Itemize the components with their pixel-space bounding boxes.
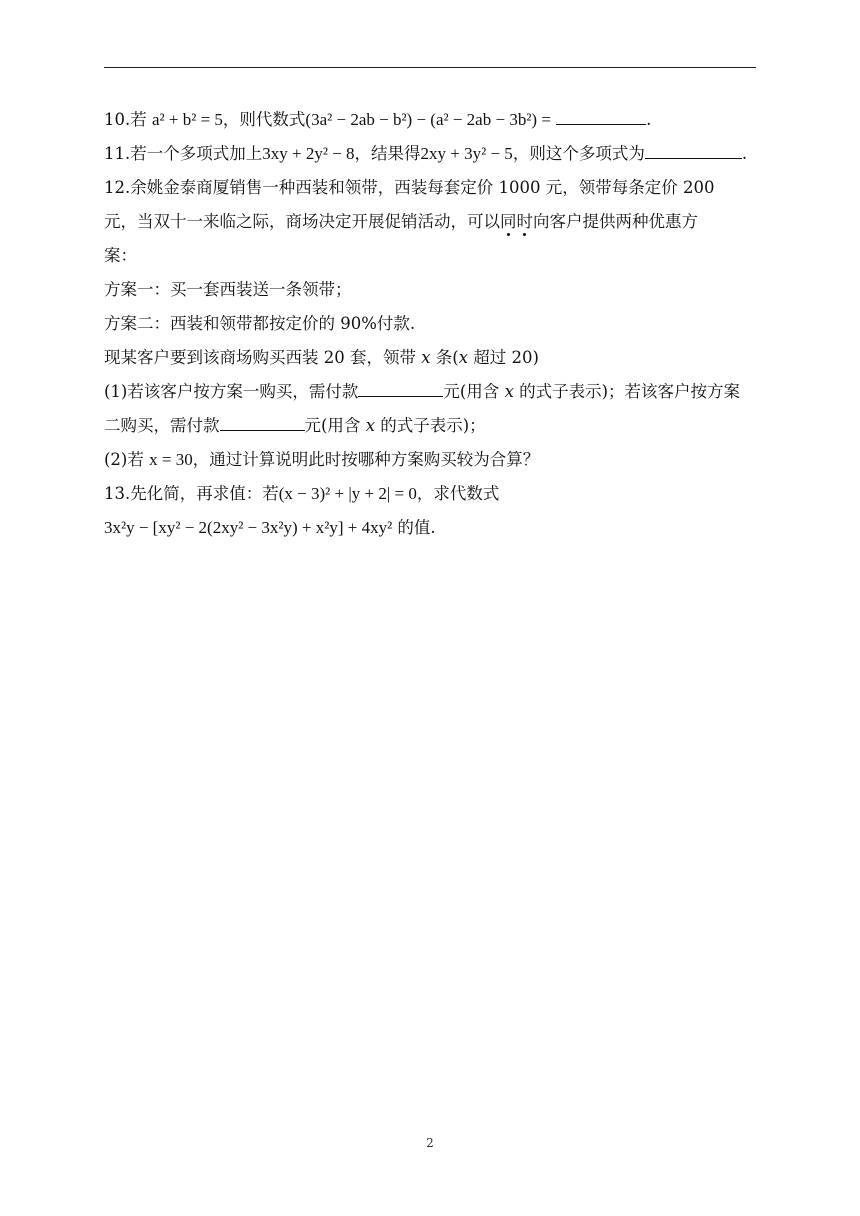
question-11: 11.若一个多项式加上3xy + 2y² − 8，结果得2xy + 3y² − 5，则这个多项式为 . bbox=[104, 144, 748, 163]
emphasis-dot-char: 同 bbox=[500, 212, 517, 231]
question-12-line-3: 案： bbox=[104, 246, 137, 265]
added-polynomial: 3xy + 2y² − 8 bbox=[262, 144, 355, 163]
question-12-line-2: 元，当双十一来临之际，商场决定开展促销活动，可以同时向客户提供两种优惠方 bbox=[104, 212, 698, 231]
question-13-line-2: 3x²y − [xy² − 2(2xy² − 3x²y) + x²y] + 4xy² 的值. bbox=[104, 518, 436, 537]
answer-blank[interactable] bbox=[556, 109, 646, 125]
plan-one: 方案一：买一套西装送一条领带； bbox=[104, 280, 352, 299]
part-2: (2)若 x = 30，通过计算说明此时按哪种方案购买较为合算？ bbox=[104, 450, 540, 469]
page-number: 2 bbox=[426, 1136, 434, 1150]
question-12-line-1: 12.余姚金泰商厦销售一种西装和领带，西装每套定价 1000 元，领带每条定价 200 bbox=[104, 178, 715, 197]
condition-formula: a² + b² = 5 bbox=[152, 110, 223, 129]
question-13-line-1: 13.先化简，再求值：若(x − 3)² + |y + 2| = 0，求代数式 bbox=[104, 484, 500, 503]
expression-formula: (3a² − 2ab − b²) − (a² − 2ab − 3b²) = bbox=[305, 110, 551, 129]
plan-two: 方案二：西装和领带都按定价的 90%付款. bbox=[104, 314, 416, 333]
answer-blank[interactable] bbox=[220, 415, 305, 431]
part-1-line-2: 二购买，需付款 元(用含 x 的式子表示)； bbox=[104, 416, 486, 435]
condition-formula: (x − 3)² + |y + 2| = 0 bbox=[278, 484, 417, 503]
result-polynomial: 2xy + 3y² − 5 bbox=[420, 144, 513, 163]
header-rule bbox=[104, 67, 756, 68]
part-1-line-1: (1)若该客户按方案一购买，需付款 元(用含 x 的式子表示)；若该客户按方案 bbox=[104, 382, 741, 401]
answer-blank[interactable] bbox=[645, 143, 742, 159]
emphasis-dot-char: 时 bbox=[516, 212, 533, 231]
x-equals-30: x = 30 bbox=[149, 450, 193, 469]
question-10: 10.若 a² + b² = 5，则代数式(3a² − 2ab − b²) − (a² − 2ab − 3b²) = . bbox=[104, 110, 652, 129]
answer-blank[interactable] bbox=[358, 381, 443, 397]
expression-formula: 3x²y − [xy² − 2(2xy² − 3x²y) + x²y] + 4xy² bbox=[104, 518, 393, 537]
content-body bbox=[104, 103, 756, 545]
scenario: 现某客户要到该商场购买西装 20 套，领带 x 条(x 超过 20) bbox=[104, 348, 539, 367]
